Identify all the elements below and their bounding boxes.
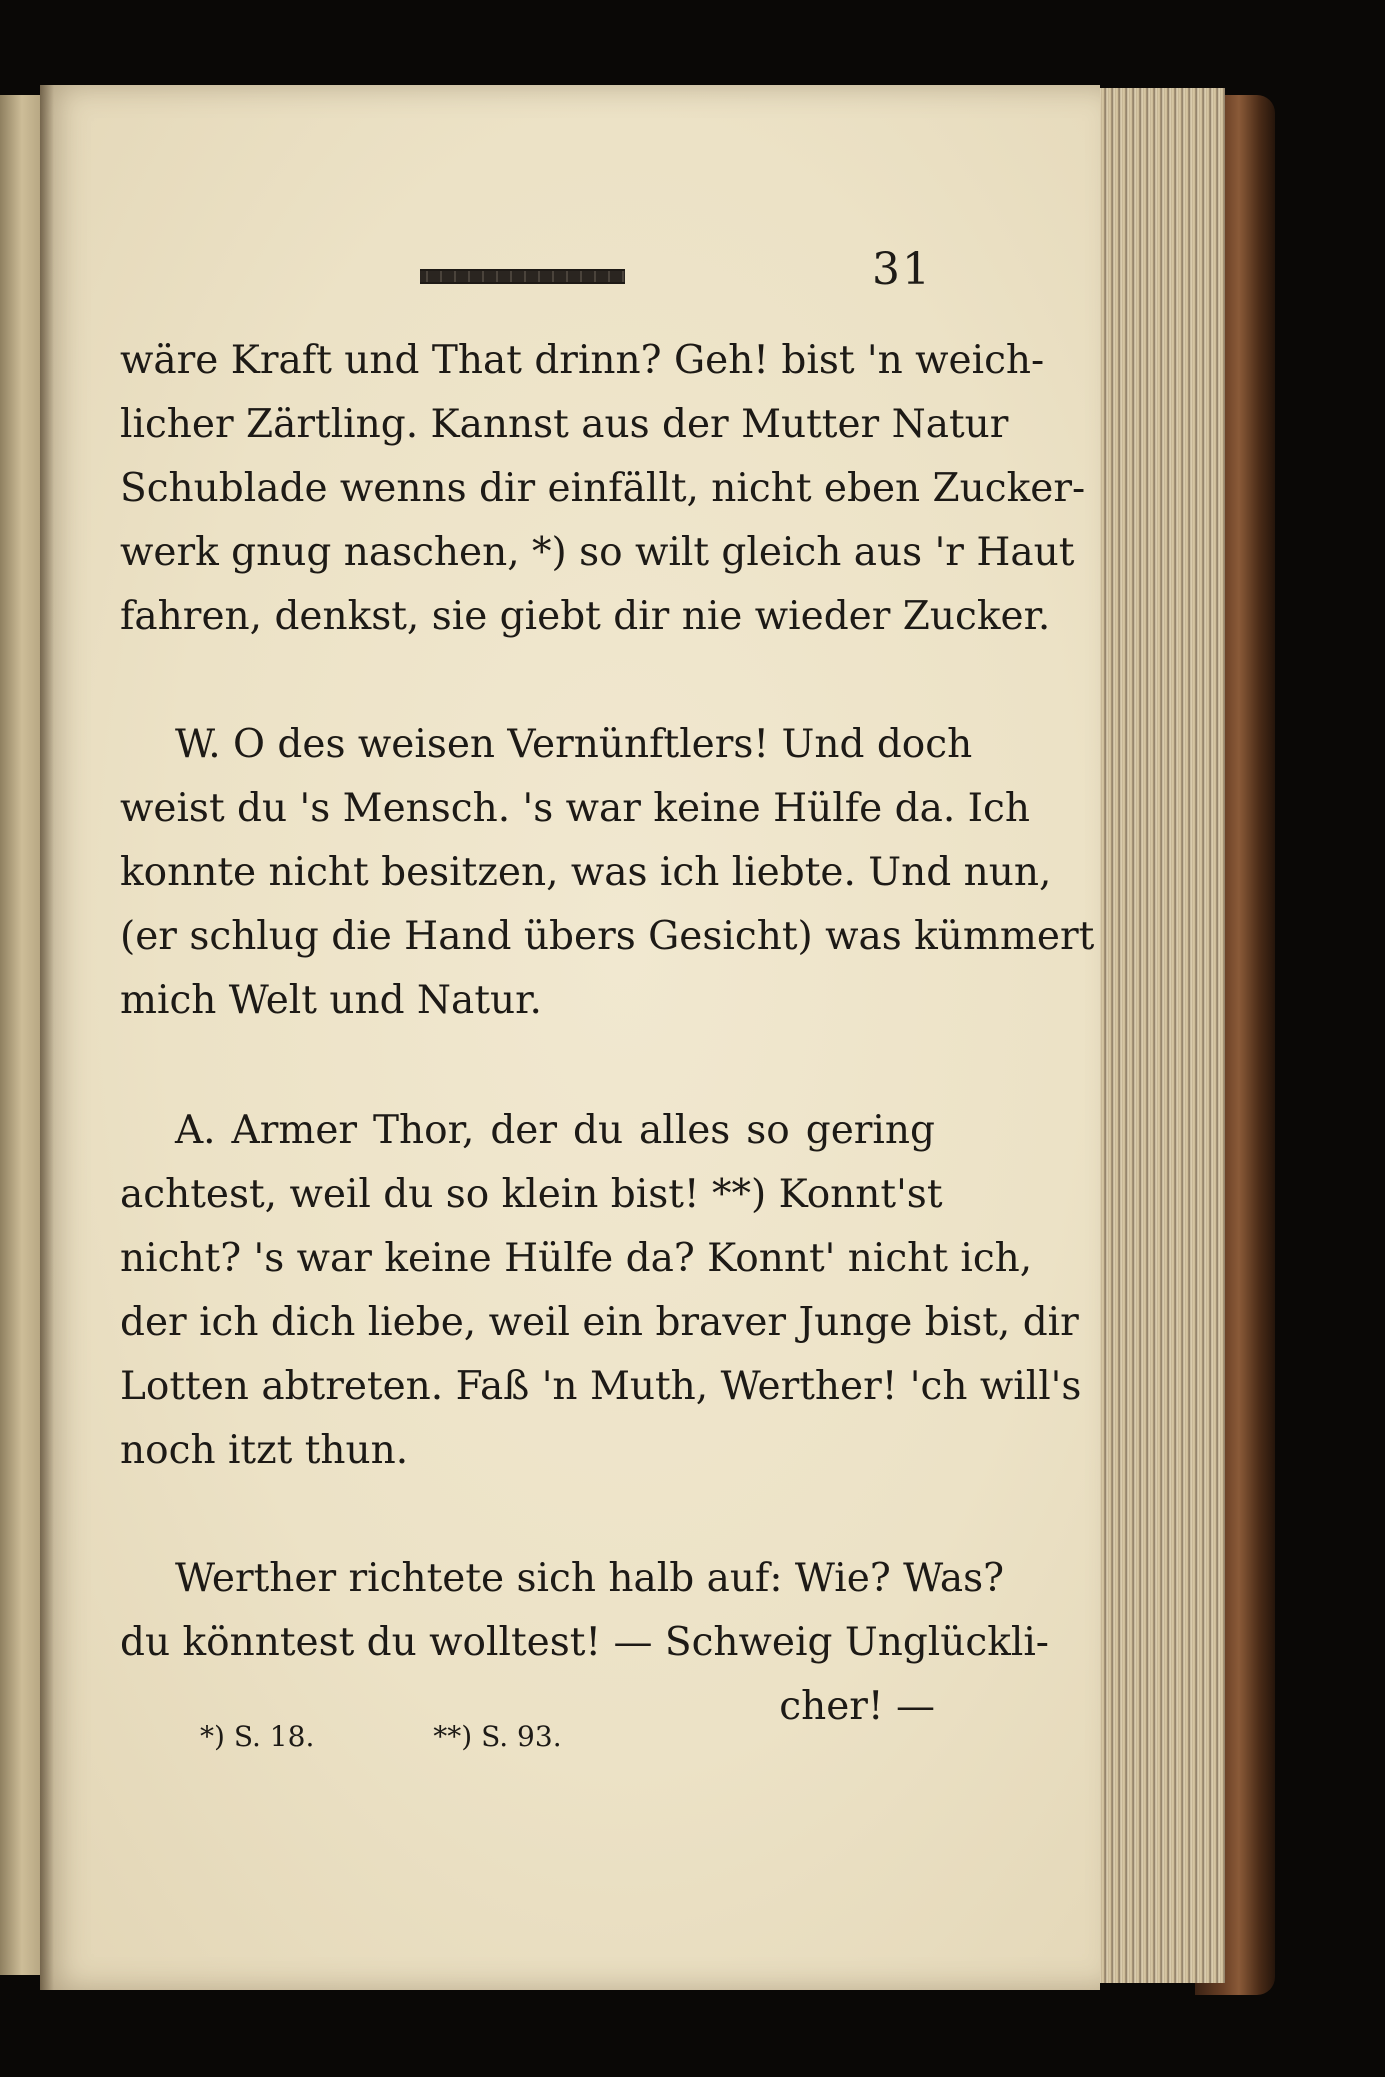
page-edges — [1095, 88, 1225, 1983]
text-line: werk gnug naschen, *) so wilt gleich aus 'r Haut — [120, 530, 1075, 575]
left-page-edge — [0, 95, 40, 1975]
text-line: nicht? 's war keine Hülfe da? Konnt' nicht ich, — [120, 1236, 1033, 1281]
text-line: cher! — — [779, 1684, 935, 1729]
text-line: der ich dich liebe, weil ein braver Junge bist, dir — [120, 1300, 1079, 1345]
text-line: achtest, weil du so klein bist! **) Konnt'st — [120, 1172, 943, 1217]
text-line: A. Armer Thor, der du alles so gering — [175, 1108, 935, 1153]
text-line: wäre Kraft und That drinn? Geh! bist 'n weich- — [120, 338, 1045, 383]
text-line: weist du 's Mensch. 's war keine Hülfe da. Ich — [120, 786, 1031, 831]
text-line: Schublade wenns dir einfällt, nicht eben Zucker- — [120, 466, 1086, 511]
page-number: 31 — [872, 244, 932, 295]
text-line: W. O des weisen Vernünftlers! Und doch — [175, 722, 973, 767]
text-line: Lotten abtreten. Faß 'n Muth, Werther! 'ch will's — [120, 1364, 1082, 1409]
text-line: mich Welt und Natur. — [120, 978, 542, 1023]
text-line: konnte nicht besitzen, was ich liebte. Und nun, — [120, 850, 1052, 895]
footnote: **) S. 93. — [433, 1720, 562, 1753]
text-line: licher Zärtling. Kannst aus der Mutter Natur — [120, 402, 1009, 447]
footnotes — [200, 1720, 800, 1753]
text-line: du könntest du wolltest! — Schweig Unglückli- — [120, 1620, 1049, 1665]
page-gutter-shadow — [40, 85, 54, 1990]
footnote: *) S. 18. — [200, 1720, 315, 1753]
text-line: (er schlug die Hand übers Gesicht) was kümmert — [120, 914, 1095, 959]
text-line: noch itzt thun. — [120, 1428, 409, 1473]
text-line: Werther richtete sich halb auf: Wie? Was? — [175, 1556, 1005, 1601]
text-line: fahren, denkst, sie giebt dir nie wieder Zucker. — [120, 594, 1051, 639]
header-ornament — [420, 269, 625, 284]
